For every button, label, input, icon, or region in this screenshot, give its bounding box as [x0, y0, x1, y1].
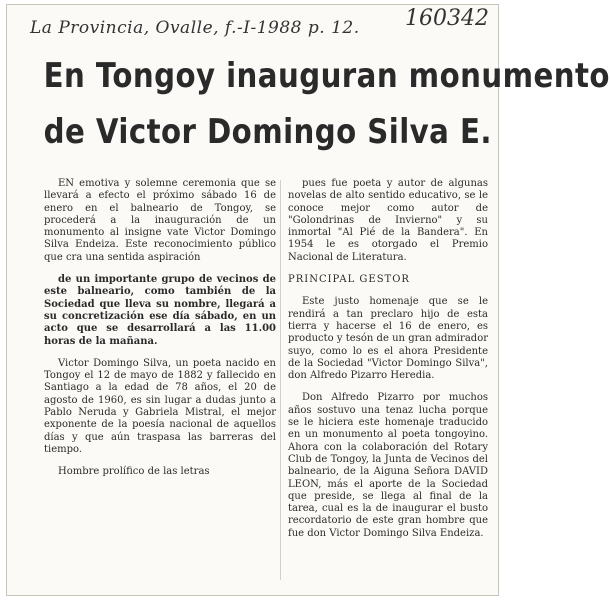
article-paragraph: Hombre prolífico de las letras [58, 466, 210, 478]
handwritten-source-note: La Provincia, Ovalle, f.-I-1988 p. 12. [30, 18, 360, 38]
archive-number: 160342 [405, 6, 489, 31]
column-divider [280, 180, 281, 580]
article-paragraph: Victor Domingo Silva, un poeta nacido en Tongoy el 12 de mayo de 1882 y fallecido en Santiago a la edad de 78 años, el 20 de agosto de 1960, es sin lugar a dudas junto a Pablo Neruda y Gabriela Mistral, el mejor exponente de la poesía nacional de aquellos días y que aún traspasa las barreras del tiempo. [44, 357, 276, 455]
section-subhead: PRINCIPAL GESTOR [288, 274, 410, 286]
headline-line-2: de Victor Domingo Silva E. [43, 112, 492, 152]
article-paragraph: Don Alfredo Pizarro por muchos años sostuvo una tenaz lucha porque se le hiciera este homenaje traducido en un monumento al poeta tongoyino. Ahora con la colaboración del Rotary Club de Tongoy, la Junta de Vecinos del balneario, de la Aiguna Señora DAVID LEON, más el aporte de la Sociedad que preside, se llega al final de la tarea, cual es la de inaugurar el busto recordatorio de este gran hombre que fue don Victor Domingo Silva Endeiza. [288, 392, 488, 539]
article-left-column [44, 178, 276, 489]
article-paragraph: EN emotiva y solemne ceremonia que se llevará a efecto el próximo sábado 16 de enero en el balneario de Tongoy, se procederá a la inauguración de un monumento al insigne vate Victor Domingo Silva Endeiza. Este reconocimiento público que cra una sentida aspiración [44, 178, 276, 263]
headline-line-1: En Tongoy inauguran monumento [43, 56, 610, 96]
article-paragraph: de un importante grupo de vecinos de este balneario, como también de la Sociedad que lleva su nombre, llegará a su concretización ese día sábado, en un acto que se desarrollará a las 11.00 horas de la mañana. [44, 274, 276, 347]
article-right-column [288, 178, 488, 550]
article-paragraph: pues fue poeta y autor de algunas novelas de alto sentido educativo, se le conoce mejor como autor de "Golondrinas de Invierno" y su inmortal "Al Pié de la Bandera". En 1954 le es otorgado el Premio Nacional de Literatura. [288, 178, 488, 263]
article-paragraph: Este justo homenaje que se le rendirá a tan preclaro hijo de esta tierra y hacerse el 16 de enero, es producto y tesón de un gran admirador suyo, como lo es el ahora Presidente de la Sociedad "Victor Domingo Silva", don Alfredo Pizarro Heredia. [288, 296, 488, 382]
